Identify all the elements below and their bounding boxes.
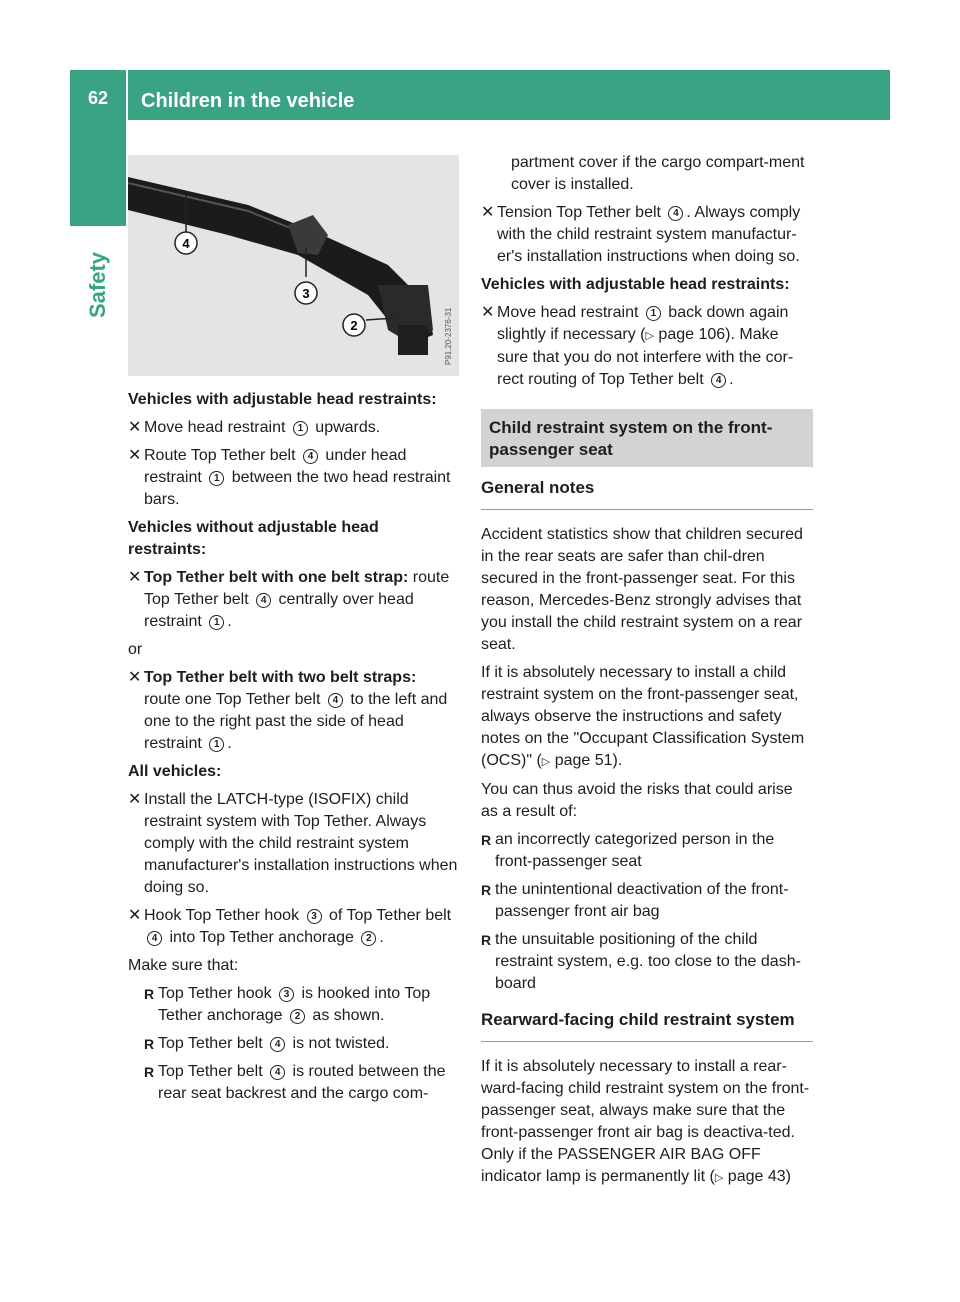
- left-column: [128, 389, 460, 1111]
- top-tether-illustration: [128, 155, 459, 376]
- page-number: 62: [87, 88, 109, 108]
- step-hook-tether: ✕ Hook Top Tether hook 3 of Top Tether belt 4 into Top Tether anchorage 2 .: [128, 907, 452, 946]
- header-divider: [126, 70, 128, 120]
- paragraph-statistics: Accident statistics show that children secured in the rear seats are safer than chil-dren secured in the front-passenger seat. For this reason, Mercedes-Benz strongly advises that you install the child restraint system on a rear seat.: [481, 526, 803, 653]
- step-arrow-icon: ✕: [128, 569, 142, 586]
- right-column: [481, 152, 813, 1195]
- continued-text: partment cover if the cargo compart-ment cover is installed.: [511, 154, 805, 193]
- callout-4: 4: [182, 236, 190, 251]
- bullet-icon: R: [144, 986, 155, 1002]
- make-sure-text: Make sure that:: [128, 957, 239, 974]
- callout-3: 3: [302, 286, 310, 301]
- risk-unintentional-deactivation: R the unintentional deactivation of the front-passenger front air bag: [481, 881, 789, 920]
- check-routed: R Top Tether belt 4 is routed between the rear seat backrest and the cargo com-: [144, 1063, 446, 1102]
- bullet-icon: R: [144, 1036, 155, 1052]
- step-arrow-icon: ✕: [481, 204, 495, 221]
- step-arrow-icon: ✕: [128, 447, 142, 464]
- step-route-belt: ✕ Route Top Tether belt 4 under head restraint 1 between the two head restraint bars.: [128, 447, 451, 508]
- chapter-title: Children in the vehicle: [141, 90, 355, 112]
- section-title-front-seat: Child restraint system on the front-passenger seat: [481, 409, 813, 467]
- step-arrow-icon: ✕: [481, 304, 495, 321]
- check-hooked: R Top Tether hook 3 is hooked into Top Tether anchorage 2 as shown.: [144, 985, 431, 1024]
- subsection-general-notes: General notes: [481, 477, 813, 510]
- step-arrow-icon: ✕: [128, 419, 142, 436]
- step-one-strap: ✕ Top Tether belt with one belt strap: route Top Tether belt 4 centrally over head restraint 1 .: [128, 569, 450, 630]
- side-label: Safety: [85, 251, 110, 319]
- bullet-icon: R: [144, 1064, 155, 1080]
- bullet-icon: R: [481, 932, 492, 948]
- heading-non-adjustable: Vehicles without adjustable head restraints:: [128, 519, 379, 558]
- heading-all-vehicles: All vehicles:: [128, 763, 222, 780]
- side-tab: [70, 120, 126, 226]
- risk-incorrect-category: R an incorrectly categorized person in the front-passenger seat: [481, 831, 775, 870]
- paragraph-ocs: If it is absolutely necessary to install a child restraint system on the front-passenger seat, always observe the instructions and safety notes on the "Occupant Classification System (OCS)" (▷ page 51).: [481, 664, 805, 769]
- paragraph-rearward: If it is absolutely necessary to install a rear-ward-facing child restraint system on the front-passenger seat, always make sure that the front-passenger front air bag is deactiva-ted. Only if the PASSENGER AIR BAG OFF indicator lamp is permanently lit (▷ page 43): [481, 1058, 810, 1185]
- step-arrow-icon: ✕: [128, 907, 142, 924]
- heading-adjustable: Vehicles with adjustable head restraints:: [128, 391, 437, 408]
- paragraph-risks: You can thus avoid the risks that could arise as a result of:: [481, 781, 793, 820]
- risk-unsuitable-position: R the unsuitable positioning of the child restraint system, e.g. too close to the dash-board: [481, 931, 801, 992]
- bullet-icon: R: [481, 882, 492, 898]
- step-two-straps: ✕ Top Tether belt with two belt straps: route one Top Tether belt 4 to the left and one to the right past the side of head restraint 1 .: [128, 669, 448, 752]
- step-move-restraint-up: ✕ Move head restraint 1 upwards.: [128, 417, 460, 439]
- page-ref-icon: ▷: [541, 756, 551, 768]
- figure-code: P91.20-2376-31: [444, 307, 453, 365]
- step-arrow-icon: ✕: [128, 669, 142, 686]
- illustration-svg: [128, 155, 459, 376]
- step-arrow-icon: ✕: [128, 791, 142, 808]
- subsection-rearward-facing: Rearward-facing child restraint system: [481, 1009, 813, 1042]
- step-tension-belt: ✕ Tension Top Tether belt 4 . Always comply with the child restraint system manufactur-er's installation instructions when doing so.: [481, 204, 801, 265]
- callout-2: 2: [350, 318, 358, 333]
- page-ref-icon: ▷: [714, 1172, 724, 1184]
- or-text: or: [128, 641, 143, 658]
- page-ref-icon: ▷: [645, 330, 654, 342]
- check-not-twisted: R Top Tether belt 4 is not twisted.: [144, 1033, 460, 1055]
- step-install-latch: ✕ Install the LATCH-type (ISOFIX) child restraint system with Top Tether. Always comply with the child restraint system manufacturer's installation instructions when doing so.: [128, 791, 458, 896]
- step-move-restraint-down: ✕ Move head restraint 1 back down again slightly if necessary (▷ page 106). Make sure that you do not interfere with the cor-rect routing of Top Tether belt 4 .: [481, 304, 794, 388]
- heading-adjustable-2: Vehicles with adjustable head restraints:: [481, 276, 790, 293]
- bullet-icon: R: [481, 832, 492, 848]
